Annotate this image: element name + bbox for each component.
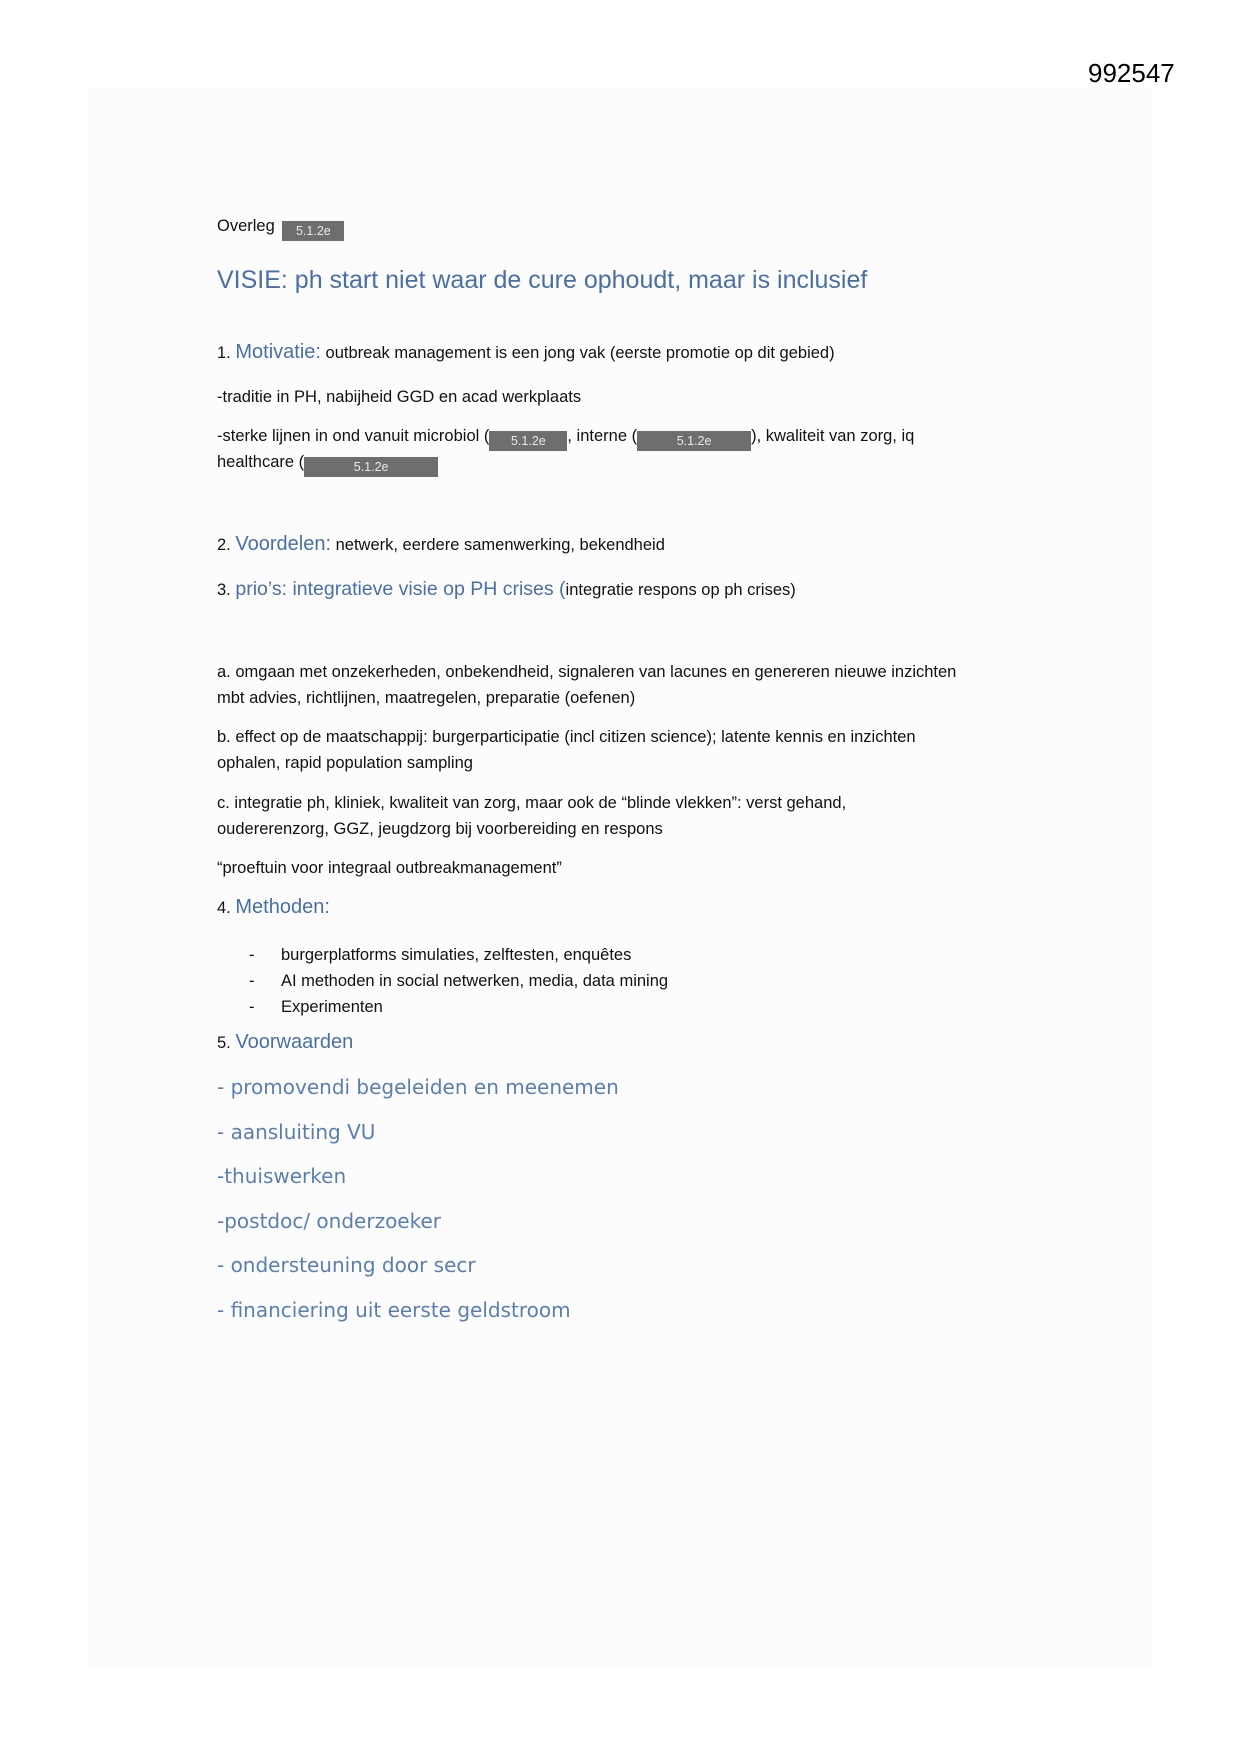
voorwaarde-item: - aansluiting VU bbox=[217, 1120, 376, 1144]
voorwaarde-item: - promovendi begeleiden en meenemen bbox=[217, 1075, 619, 1099]
proeftuin-quote: “proeftuin voor integraal outbreakmanagement” bbox=[217, 859, 562, 877]
motivatie-line-healthcare: healthcare ( 5.1.2e bbox=[217, 451, 438, 477]
section-heading: prio’s: integratieve visie op PH crises ( bbox=[235, 578, 566, 600]
item-a-line-2: mbt advies, richtlijnen, maatregelen, preparatie (oefenen) bbox=[217, 689, 636, 707]
redaction-box: 5.1.2e bbox=[282, 221, 344, 241]
redaction-box: 5.1.2e bbox=[304, 457, 438, 477]
section-motivatie: 1. Motivatie: outbreak management is een jong vak (eerste promotie op dit gebied) bbox=[217, 341, 835, 363]
overleg-label: Overleg bbox=[217, 217, 275, 235]
item-c-line-2: oudererenzorg, GGZ, jeugdzorg bij voorbereiding en respons bbox=[217, 820, 663, 838]
section-heading: Voordelen: bbox=[235, 533, 331, 555]
motivatie-line-traditie: -traditie in PH, nabijheid GGD en acad werkplaats bbox=[217, 388, 582, 406]
section-voordelen: 2. Voordelen: netwerk, eerdere samenwerking, bekendheid bbox=[217, 533, 665, 555]
document-id: 992547 bbox=[1088, 58, 1175, 88]
section-text: integratie respons op ph crises) bbox=[565, 581, 796, 599]
section-heading: Voorwaarden bbox=[235, 1031, 354, 1053]
item-b-line-1: b. effect op de maatschappij: burgerparticipatie (incl citizen science); latente kennis en inzichten bbox=[217, 728, 916, 746]
section-heading: Motivatie: bbox=[235, 341, 321, 363]
redaction-box: 5.1.2e bbox=[489, 431, 567, 451]
vision-title: VISIE: ph start niet waar de cure ophoudt, maar is inclusief bbox=[217, 266, 868, 294]
section-heading: Methoden: bbox=[235, 896, 330, 918]
section-text: netwerk, eerdere samenwerking, bekendheid bbox=[335, 536, 665, 554]
motivatie-line-lijnen: -sterke lijnen in ond vanuit microbiol ( 5.1.2e , interne ( 5.1.2e ), kwaliteit van zorg, iq bbox=[217, 425, 914, 451]
section-voorwaarden: 5. Voorwaarden bbox=[217, 1031, 354, 1053]
section-methoden: 4. Methoden: bbox=[217, 896, 330, 918]
section-prios: 3. prio’s: integratieve visie op PH crises (integratie respons op ph crises) bbox=[217, 578, 796, 600]
voorwaarde-item: -postdoc/ onderzoeker bbox=[217, 1209, 442, 1233]
section-text: outbreak management is een jong vak (eerste promotie op dit gebied) bbox=[325, 344, 835, 362]
voorwaarde-item: - ondersteuning door secr bbox=[217, 1253, 476, 1277]
item-a-line-1: a. omgaan met onzekerheden, onbekendheid, signaleren van lacunes en genereren nieuwe inzichten bbox=[217, 663, 957, 681]
voorwaarde-item: - financiering uit eerste geldstroom bbox=[217, 1298, 571, 1322]
voorwaarde-item: -thuiswerken bbox=[217, 1164, 347, 1188]
item-b-line-2: ophalen, rapid population sampling bbox=[217, 754, 473, 772]
item-c-line-1: c. integratie ph, kliniek, kwaliteit van zorg, maar ook de “blinde vlekken”: verst gehand, bbox=[217, 794, 847, 812]
redaction-box: 5.1.2e bbox=[637, 431, 751, 451]
meeting-header bbox=[217, 215, 344, 241]
